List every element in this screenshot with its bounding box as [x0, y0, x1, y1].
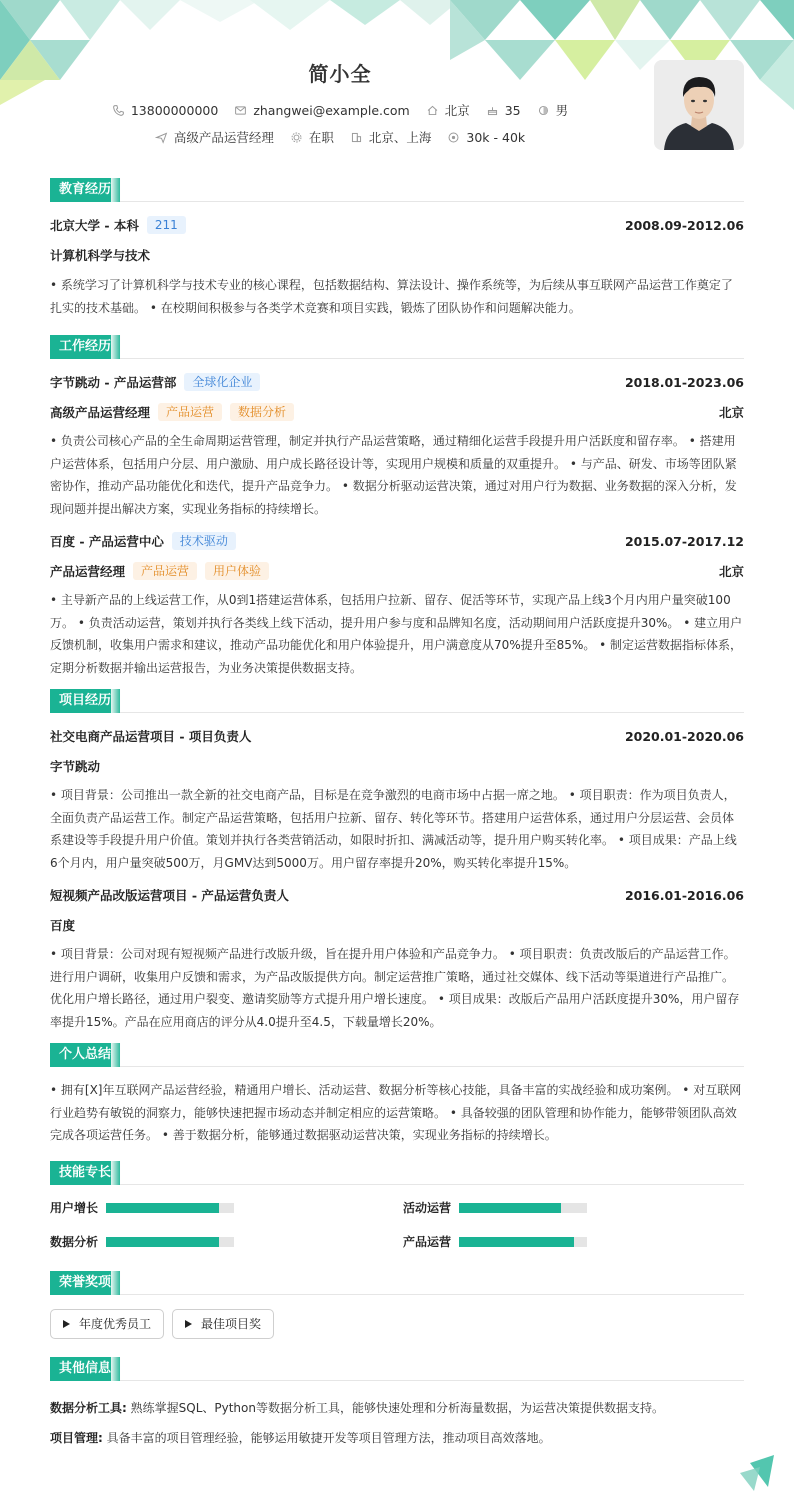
project-org: 百度 [50, 918, 76, 933]
skills-grid [50, 1197, 744, 1253]
job-location: 北京 [718, 564, 744, 579]
job-title: 产品运营经理 [50, 564, 126, 579]
position-text: 高级产品运营经理 [173, 130, 274, 145]
company-name: 字节跳动 - 产品运营部 [50, 375, 177, 390]
work-item [50, 371, 744, 520]
candidate-name: 简小全 [308, 62, 372, 86]
mail-icon [234, 104, 247, 117]
phone-info [112, 103, 218, 118]
age-text: 35 [504, 102, 521, 118]
work-section [0, 335, 794, 679]
other-text: 熟练掌握SQL、Python等数据分析工具，能够快速处理和分析海量数据，为运营决策提供数据支持。 [130, 1400, 664, 1415]
email-info [234, 103, 409, 118]
projects-title: 项目经历 [50, 689, 744, 713]
play-icon [63, 1320, 70, 1328]
corner-triangles [740, 1453, 780, 1493]
job-intent-row [0, 128, 680, 146]
other-label: 数据分析工具: [50, 1400, 127, 1415]
job-tag: 数据分析 [230, 403, 294, 421]
skill-bar [459, 1237, 587, 1247]
education-section [0, 178, 794, 319]
work-title: 工作经历 [50, 335, 744, 359]
skill-bar [106, 1203, 234, 1213]
job-tag: 产品运营 [133, 562, 197, 580]
job-location: 北京 [718, 405, 744, 420]
award-label: 最佳项目奖 [201, 1317, 262, 1331]
company-row [50, 530, 744, 552]
project-row [50, 884, 744, 906]
gear-icon [290, 131, 303, 144]
skill-bar-fill [459, 1203, 561, 1213]
awards-title: 荣誉奖项 [50, 1271, 744, 1295]
other-text: 具备丰富的项目管理经验，能够运用敏捷开发等项目管理方法，推动项目高效落地。 [106, 1430, 551, 1445]
job-row [50, 560, 744, 582]
skill-name: 用户增长 [50, 1201, 99, 1215]
age-info [486, 103, 521, 118]
company-tag: 全球化企业 [184, 373, 260, 391]
work-item [50, 530, 744, 679]
contact-row [0, 101, 680, 119]
skill-bar-fill [459, 1237, 574, 1247]
project-desc: • 项目背景：公司推出一款全新的社交电商产品，目标是在竞争激烈的电商市场中占据一席之地。 • 项目职责：作为项目负责人，全面负责产品运营工作。制定产品运营策略，包括用户拉新、留存、转化等环节。搭建用户运营体系，通过用户分层运营、会员体系建设等手段提升用户价值。策划并执行各类营销活动，如限时折扣、满减活动等，提升用户购买转化率。 • 项目成果：产品上线6个月内，用户量突破500万，月GMV达到5000万。用户留存率提升20%，购买转化率提升15%。 [50, 788, 737, 870]
skill-name: 数据分析 [50, 1235, 99, 1249]
summary-section [0, 1043, 794, 1147]
send-icon [155, 131, 168, 144]
project-org: 字节跳动 [50, 759, 101, 774]
education-row [50, 214, 744, 236]
summary-title: 个人总结 [50, 1043, 744, 1067]
project-desc: • 项目背景：公司对现有短视频产品进行改版升级，旨在提升用户体验和产品竞争力。 • 项目职责：负责改版后的产品运营工作。进行用户调研，收集用户反馈和需求，为产品改版提供方向。制定运营推广策略，通过社交媒体、线下活动等渠道进行产品推广。优化用户增长路径，通过用户裂变、邀请奖励等方式提升用户增长速度。 • 项目成果：改版后产品用户活跃度提升30%，用户留存率提升15%。产品在应用商店的评分从4.0提升至4.5，下载量增长20%。 [50, 947, 740, 1029]
school-name: 北京大学 - 本科 [50, 218, 139, 233]
projects-section [0, 689, 794, 1033]
avatar [654, 60, 744, 150]
target-city-info [350, 128, 432, 146]
project-item [50, 725, 744, 874]
skill-bar-fill [106, 1203, 219, 1213]
cake-icon [486, 104, 499, 117]
gender-text: 男 [555, 103, 569, 118]
project-row [50, 725, 744, 747]
other-item [50, 1393, 744, 1423]
city-info [426, 101, 470, 119]
skills-title: 技能专长 [50, 1161, 744, 1185]
skills-section [0, 1161, 794, 1253]
job-tag: 用户体验 [205, 562, 269, 580]
award-label: 年度优秀员工 [79, 1317, 152, 1331]
major-name: 计算机科学与技术 [50, 248, 151, 263]
project-period: 2016.01-2016.06 [624, 887, 744, 903]
other-item [50, 1423, 744, 1453]
skill-bar-fill [106, 1237, 219, 1247]
email-text: zhangwei@example.com [253, 102, 410, 118]
city-text: 北京 [444, 103, 470, 118]
salary-text: 30k - 40k [466, 129, 526, 145]
work-period: 2018.01-2023.06 [624, 374, 744, 390]
target-city-text: 北京、上海 [368, 130, 432, 145]
play-icon [185, 1320, 192, 1328]
salary-info [447, 130, 525, 145]
skill-item [50, 1197, 403, 1219]
phone-icon [112, 104, 125, 117]
award-chip[interactable] [172, 1309, 274, 1339]
skill-name: 活动运营 [403, 1201, 452, 1215]
award-chip[interactable] [50, 1309, 164, 1339]
major-row [50, 244, 744, 266]
education-title: 教育经历 [50, 178, 744, 202]
project-item [50, 884, 744, 1033]
education-desc: • 系统学习了计算机科学与技术专业的核心课程，包括数据结构、算法设计、操作系统等，为后续从事互联网产品运营工作奠定了扎实的技术基础。 • 在校期间积极参与各类学术竞赛和项目实践，锻炼了团队协作和问题解决能力。 [50, 278, 733, 315]
skill-bar [106, 1237, 234, 1247]
skill-item [50, 1231, 403, 1253]
building-icon [350, 131, 363, 144]
status-text: 在职 [308, 130, 334, 145]
other-label: 项目管理: [50, 1430, 103, 1445]
target-icon [447, 131, 460, 144]
awards-list [50, 1309, 744, 1339]
gender-info [537, 101, 569, 119]
summary-text: • 拥有[X]年互联网产品运营经验，精通用户增长、活动运营、数据分析等核心技能，具备丰富的实战经验和成功案例。 • 对互联网行业趋势有敏锐的洞察力，能够快速把握市场动态并制定相应的运营策略。 • 具备较强的团队管理和协作能力，能够带领团队高效完成各项运营任务。 • 善于数据分析，能够通过数据驱动运营决策，实现业务指标的持续增长。 [50, 1083, 742, 1142]
education-period: 2008.09-2012.06 [624, 217, 744, 233]
other-title: 其他信息 [50, 1357, 744, 1381]
home-icon [426, 104, 439, 117]
gender-icon [537, 104, 550, 117]
resume-header [0, 0, 794, 172]
job-tag: 产品运营 [158, 403, 222, 421]
project-name: 社交电商产品运营项目 - 项目负责人 [50, 729, 252, 744]
phone-text: 13800000000 [130, 102, 219, 118]
other-section [0, 1357, 794, 1453]
company-tag: 技术驱动 [172, 532, 236, 550]
project-org-row [50, 755, 744, 777]
position-info [155, 128, 274, 146]
work-desc: • 负责公司核心产品的全生命周期运营管理，制定并执行产品运营策略，通过精细化运营手段提升用户活跃度和留存率。 • 搭建用户运营体系，包括用户分层、用户激励、用户成长路径设计等，实现用户规模和质量的双重提升。 • 与产品、研发、市场等团队紧密协作，推动产品功能优化和迭代，提升产品竞争力。 • 数据分析驱动运营决策，通过对用户行为数据、业务数据的深入分析，发现问题并提出解决方案，实现业务指标的持续增长。 [50, 434, 737, 516]
work-period: 2015.07-2017.12 [624, 533, 744, 549]
work-desc: • 主导新产品的上线运营工作，从0到1搭建运营体系，包括用户拉新、留存、促活等环节，实现产品上线3个月内用户量突破100万。 • 负责活动运营，策划并执行各类线上线下活动，提升用户参与度和品牌知名度，活动期间用户活跃度提升30%。 • 建立用户反馈机制，收集用户需求和建议，推动产品功能优化和用户体验提升，用户满意度从70%提升至85%。 • 制定运营数据指标体系，定期分析数据并输出运营报告，为业务决策提供数据支持。 [50, 593, 743, 675]
project-name: 短视频产品改版运营项目 - 产品运营负责人 [50, 888, 289, 903]
skill-name: 产品运营 [403, 1235, 452, 1249]
project-org-row [50, 914, 744, 936]
project-period: 2020.01-2020.06 [624, 728, 744, 744]
skill-item [403, 1197, 744, 1219]
awards-section [0, 1271, 794, 1339]
status-info [290, 128, 334, 146]
company-name: 百度 - 产品运营中心 [50, 534, 164, 549]
job-row [50, 401, 744, 423]
school-tag: 211 [147, 216, 186, 234]
skill-item [403, 1231, 744, 1253]
job-title: 高级产品运营经理 [50, 405, 151, 420]
skill-bar [459, 1203, 587, 1213]
company-row [50, 371, 744, 393]
